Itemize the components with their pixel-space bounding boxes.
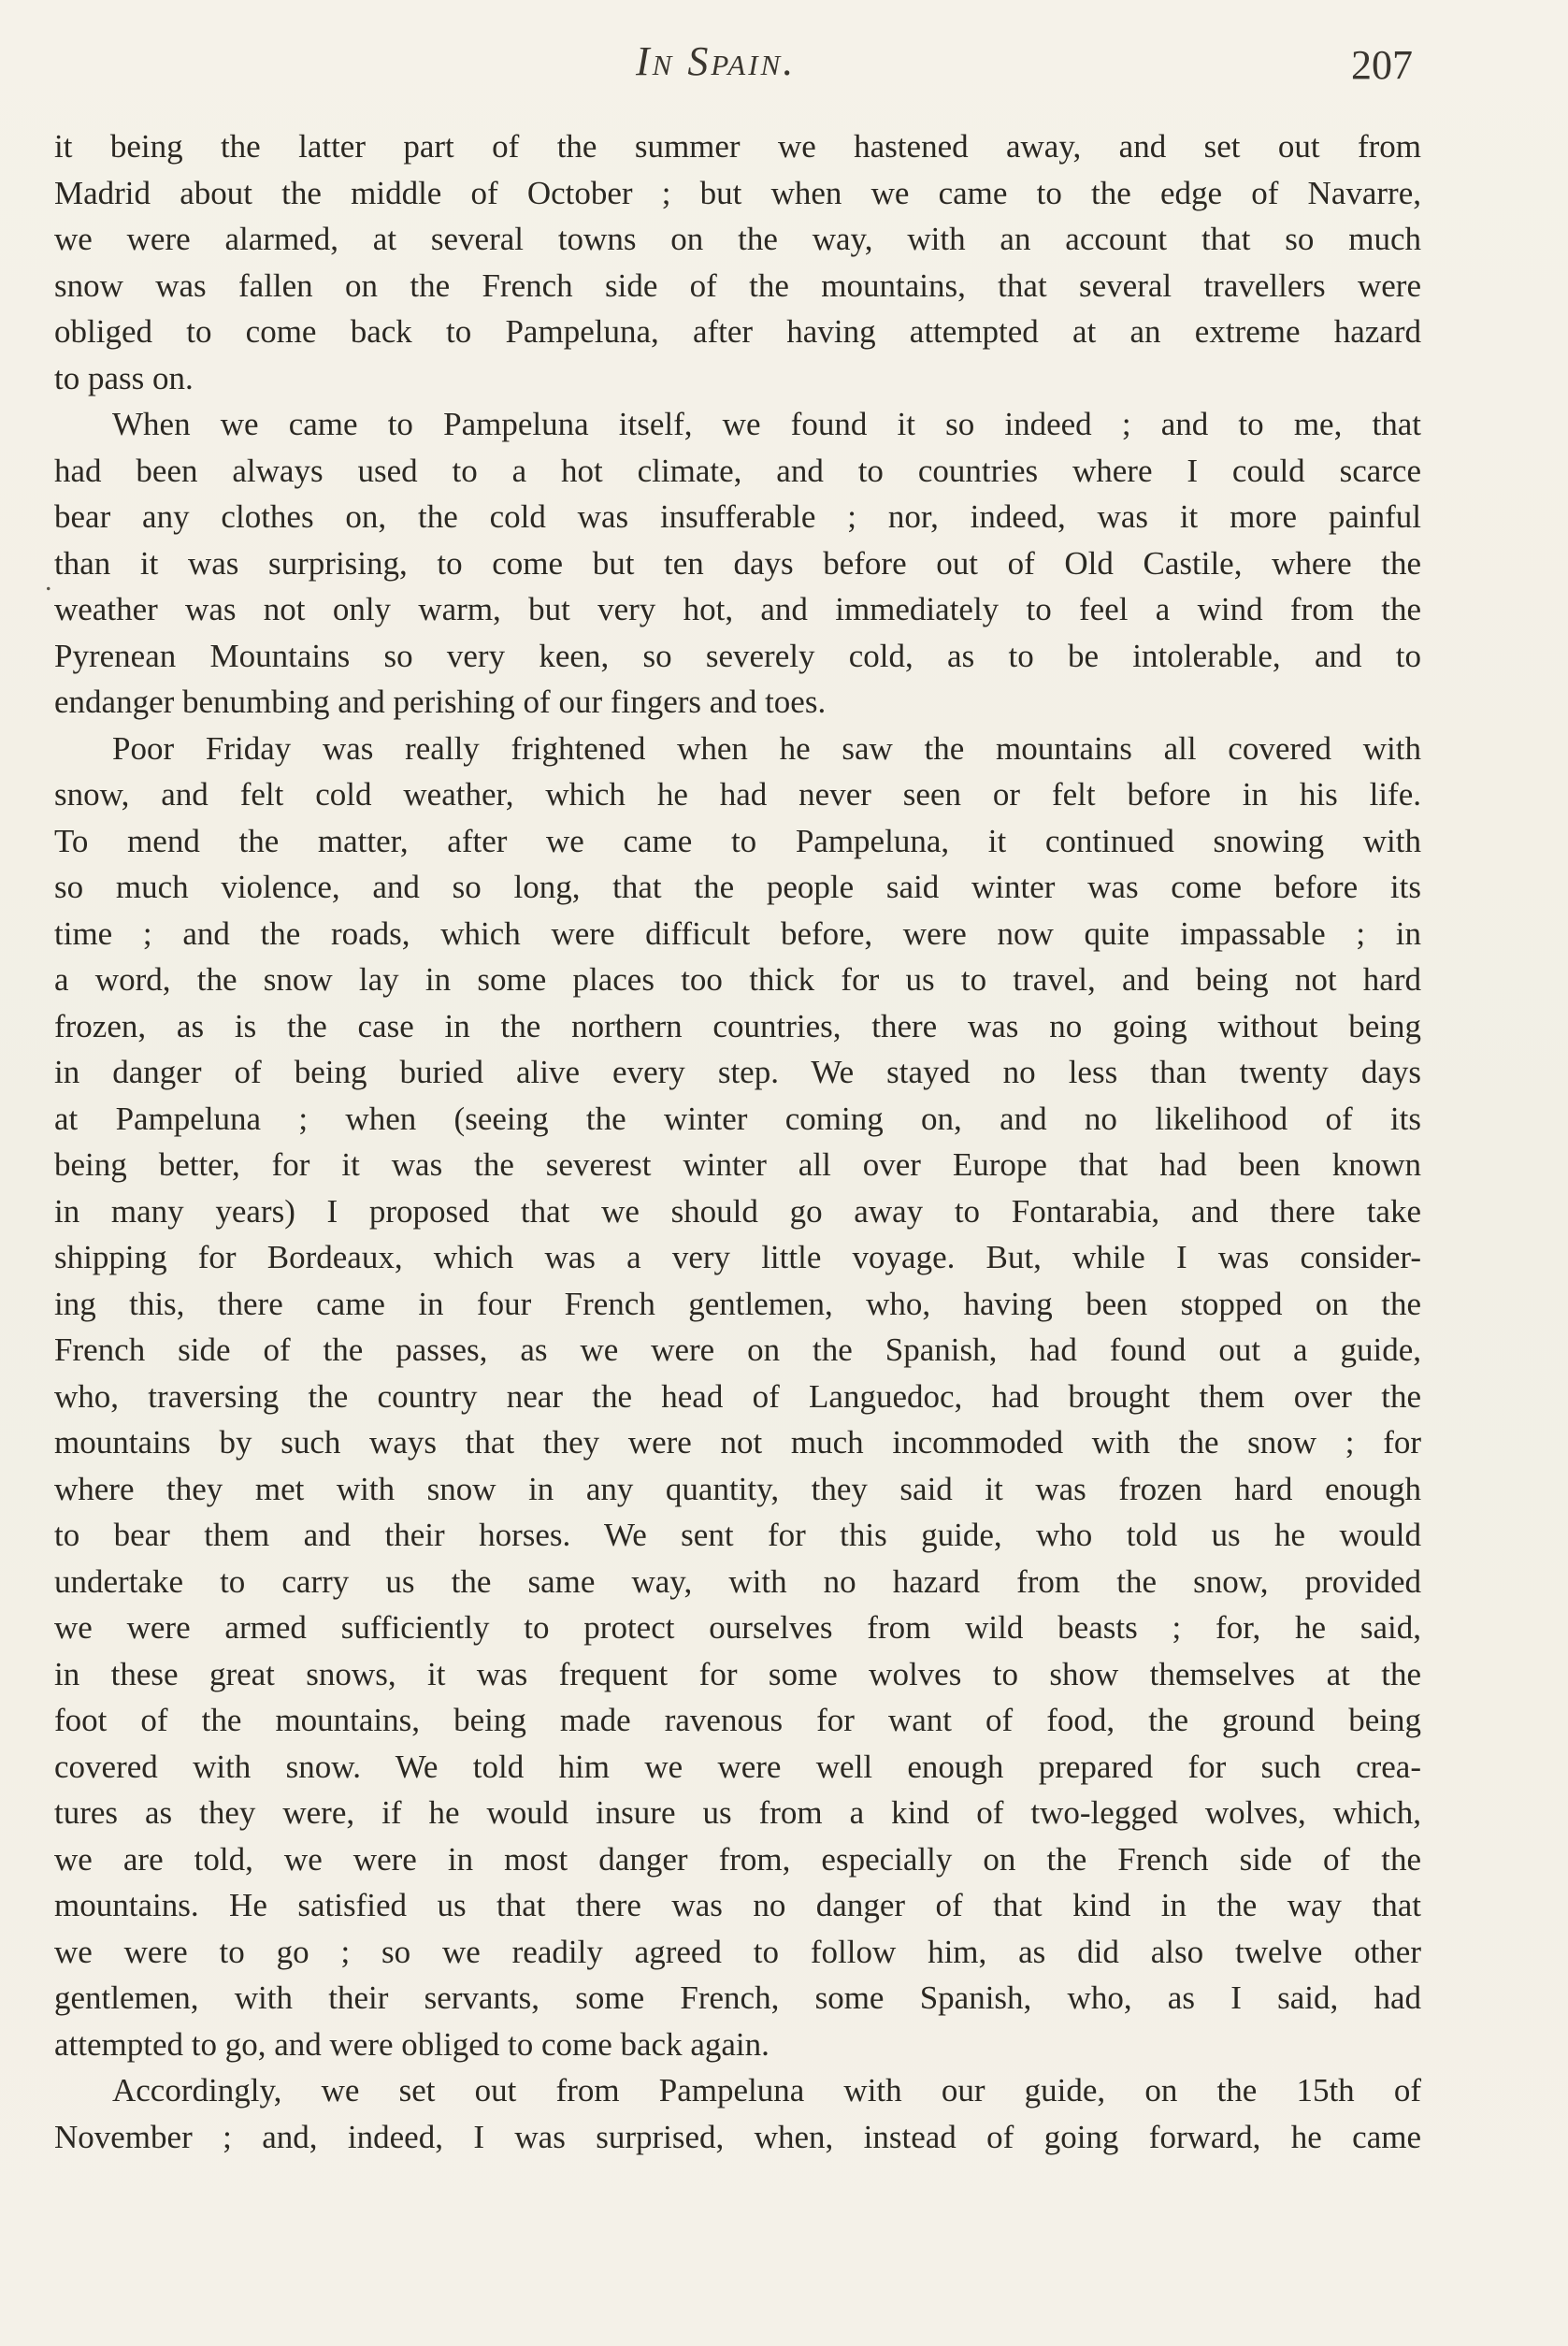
- text-line: at Pampeluna ; when (seeing the winter coming on, and no likelihood of its: [54, 1100, 1421, 1137]
- text-line: snow was fallen on the French side of the mountains, that several travellers were: [54, 266, 1421, 304]
- text-line: had been always used to a hot climate, and to countries where I could scarce: [54, 452, 1421, 489]
- text-line: undertake to carry us the same way, with no hazard from the snow, provided: [54, 1562, 1421, 1600]
- text-line: frozen, as is the case in the northern countries, there was no going without being: [54, 1007, 1421, 1044]
- text-line: to bear them and their horses. We sent for this guide, who told us he would: [54, 1517, 1421, 1553]
- text-line: we were to go ; so we readily agreed to follow him, as did also twelve other: [54, 1933, 1421, 1970]
- text-line: tures as they were, if he would insure us from a kind of two-legged wolves, which,: [54, 1794, 1421, 1831]
- text-line: obliged to come back to Pampeluna, after having attempted at an extreme hazard: [54, 313, 1421, 350]
- text-line: snow, and felt cold weather, which he had never seen or felt before in his life.: [54, 776, 1421, 813]
- text-line: we are told, we were in most danger from, especially on the French side of the: [54, 1840, 1421, 1878]
- text-line: Accordingly, we set out from Pampeluna with our guide, on the 15th of: [112, 2072, 1421, 2109]
- page-number: 207: [1351, 42, 1413, 88]
- text-line: mountains by such ways that they were not much incommoded with the snow ; for: [54, 1424, 1421, 1461]
- text-line: Pyrenean Mountains so very keen, so severely cold, as to be intolerable, and to: [54, 637, 1421, 674]
- text-line: endanger benumbing and perishing of our fingers and toes.: [54, 684, 827, 720]
- text-line: being better, for it was the severest winter all over Europe that had been known: [54, 1146, 1421, 1183]
- text-line: French side of the passes, as we were on the Spanish, had found out a guide,: [54, 1331, 1421, 1368]
- text-line: where they met with snow in any quantity, they said it was frozen hard enough: [54, 1470, 1421, 1507]
- text-line: mountains. He satisfied us that there was no danger of that kind in the way that: [54, 1887, 1421, 1923]
- body-text: [54, 123, 1421, 2160]
- text-line: we were alarmed, at several towns on the way, with an account that so much: [54, 221, 1421, 257]
- text-line: attempted to go, and were obliged to come back again.: [54, 2025, 770, 2063]
- text-line: bear any clothes on, the cold was insufferable ; nor, indeed, was it more painful: [54, 498, 1421, 535]
- text-line: foot of the mountains, being made ravenous for want of food, the ground being: [54, 1702, 1421, 1738]
- text-line: to pass on.: [54, 359, 194, 396]
- text-line: ing this, there came in four French gentlemen, who, having been stopped on the: [54, 1285, 1421, 1322]
- text-line: covered with snow. We told him we were well enough prepared for such crea-: [54, 1748, 1421, 1785]
- text-line: who, traversing the country near the head of Languedoc, had brought them over the: [54, 1377, 1421, 1415]
- text-line: time ; and the roads, which were difficult before, were now quite impassable ; in: [54, 914, 1421, 952]
- text-line: in danger of being buried alive every step. We stayed no less than twenty days: [54, 1054, 1421, 1090]
- text-line: in many years) I proposed that we should go away to Fontarabia, and there take: [54, 1192, 1421, 1230]
- text-line: weather was not only warm, but very hot, and immediately to feel a wind from the: [54, 591, 1421, 627]
- running-title: In Spain.: [636, 38, 797, 84]
- text-line: When we came to Pampeluna itself, we found it so indeed ; and to me, that: [112, 406, 1421, 442]
- text-line: than it was surprising, to come but ten days before out of Old Castile, where the: [54, 544, 1421, 582]
- text-line: November ; and, indeed, I was surprised, when, instead of going forward, he came: [54, 2118, 1421, 2155]
- text-line: gentlemen, with their servants, some French, some Spanish, who, as I said, had: [54, 1979, 1421, 2016]
- text-line: in these great snows, it was frequent for some wolves to show themselves at the: [54, 1655, 1421, 1692]
- text-line: Madrid about the middle of October ; but when we came to the edge of Navarre,: [54, 174, 1421, 211]
- text-line: To mend the matter, after we came to Pampeluna, it continued snowing with: [54, 822, 1421, 859]
- text-line: Poor Friday was really frightened when he saw the mountains all covered with: [112, 729, 1421, 767]
- margin-dot: .: [45, 566, 52, 597]
- text-line: a word, the snow lay in some places too thick for us to travel, and being not hard: [54, 961, 1421, 998]
- text-line: shipping for Bordeaux, which was a very little voyage. But, while I was consider-: [54, 1239, 1421, 1275]
- text-line: we were armed sufficiently to protect ourselves from wild beasts ; for, he said,: [54, 1609, 1421, 1646]
- text-line: it being the latter part of the summer we hastened away, and set out from: [54, 128, 1421, 165]
- running-head: [0, 37, 1568, 103]
- text-line: so much violence, and so long, that the people said winter was come before its: [54, 869, 1421, 905]
